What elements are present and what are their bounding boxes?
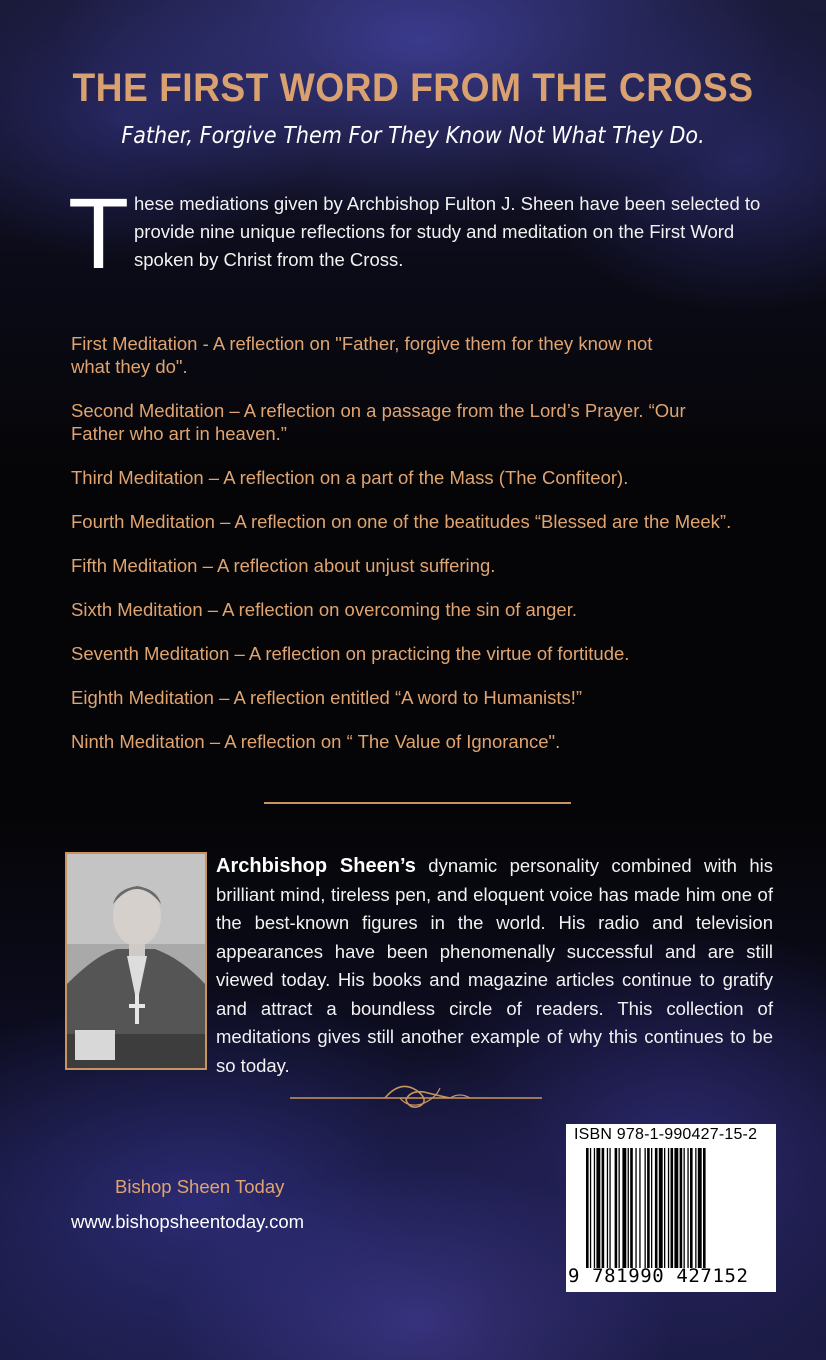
drop-cap: T bbox=[68, 178, 130, 290]
list-item: Seventh Meditation – A reflection on practicing the virtue of fortitude. bbox=[71, 643, 630, 664]
author-portrait-icon bbox=[67, 854, 205, 1068]
divider bbox=[264, 802, 571, 804]
barcode-icon bbox=[586, 1148, 768, 1268]
isbn-digits: 9 781990 427152 bbox=[568, 1265, 749, 1287]
list-item: Sixth Meditation – A reflection on overcoming the sin of anger. bbox=[71, 599, 577, 620]
intro-text: hese mediations given by Archbishop Fulton J. Sheen have been selected to provide nine unique reflections for study and meditation on the First Word spoken by Christ from the Cross. bbox=[134, 193, 761, 270]
list-item: Fifth Meditation – A reflection about unjust suffering. bbox=[71, 555, 496, 576]
book-subtitle: Father, Forgive Them For They Know Not What They Do. bbox=[121, 123, 705, 149]
author-photo bbox=[65, 852, 207, 1070]
isbn-barcode bbox=[566, 1124, 776, 1292]
list-item: Fourth Meditation – A reflection on one of the beatitudes “Blessed are the Meek”. bbox=[71, 511, 732, 532]
list-item: Eighth Meditation – A reflection entitled “A word to Humanists!” bbox=[71, 687, 583, 708]
book-title: THE FIRST WORD FROM THE CROSS bbox=[72, 66, 754, 110]
list-item: Second Meditation – A reflection on a passage from the Lord’s Prayer. “Our Father who art in heaven.” bbox=[71, 400, 686, 444]
list-item: First Meditation - A reflection on "Father, forgive them for they know not what they do". bbox=[71, 333, 653, 377]
meditation-list bbox=[71, 332, 771, 774]
author-bio-text: dynamic personality combined with his brilliant mind, tireless pen, and eloquent voice has made him one of the best-known figures in the world. His radio and television appearances have been phenomenally successful and are still viewed today. His books and magazine articles continue to gratify and attract a boundless circle of readers. This collection of meditations gives still another example of why this continues to be so today. bbox=[216, 855, 773, 1076]
intro-paragraph bbox=[68, 178, 772, 290]
list-item: Ninth Meditation – A reflection on “ The Value of Ignorance". bbox=[71, 731, 561, 752]
flourish-ornament-icon bbox=[290, 1076, 542, 1116]
list-item: Third Meditation – A reflection on a part of the Mass (The Confiteor). bbox=[71, 467, 629, 488]
author-name: Archbishop Sheen’s bbox=[216, 855, 416, 877]
website-link[interactable]: www.bishopsheentoday.com bbox=[71, 1211, 305, 1232]
author-bio bbox=[216, 852, 773, 1080]
isbn-label: ISBN 978-1-990427-15-2 bbox=[574, 1126, 758, 1143]
publisher-name: Bishop Sheen Today bbox=[115, 1176, 285, 1197]
